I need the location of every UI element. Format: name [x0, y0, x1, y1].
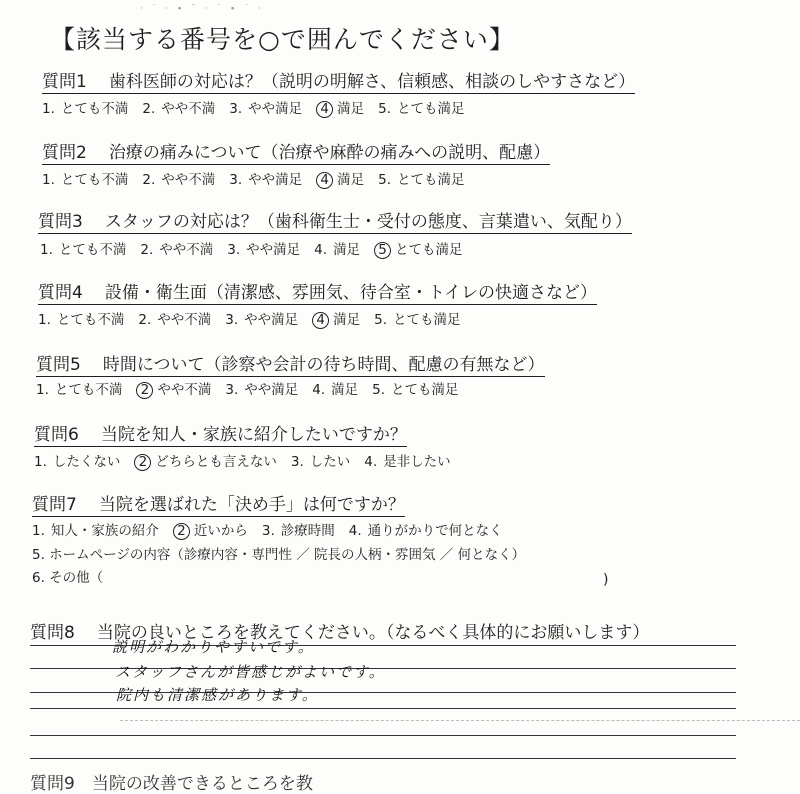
- option-number: 2: [136, 382, 153, 399]
- option-label: やや不満: [157, 312, 212, 328]
- question-7-option-5: 5. ホームページの内容（診療内容・専門性 ／ 院長の人柄・雰囲気 ／ 何となく）: [32, 547, 526, 563]
- question-6-text: 当院を知人・家族に紹介したいですか？: [100, 425, 407, 445]
- option-label: やや不満: [157, 382, 212, 398]
- question-6-option-2-circled: [134, 450, 277, 471]
- option-number: 2: [173, 523, 190, 540]
- question-5-option-3: [225, 378, 298, 398]
- option-label: 満足: [337, 101, 365, 117]
- question-3-option-5-circled: [374, 238, 463, 259]
- question-4-option-4-circled: [312, 308, 360, 329]
- option-label: とても不満: [56, 312, 125, 328]
- option-label: 知人・家族の紹介: [50, 523, 159, 539]
- option-number: 2.: [140, 242, 154, 258]
- option-label: 是非したい: [383, 454, 451, 470]
- question-7-number: 質問7: [32, 495, 77, 515]
- option-label: したい: [309, 454, 351, 470]
- question-1-option-4-circled: [316, 97, 364, 118]
- option-label: やや満足: [246, 242, 301, 258]
- question-1-text: 歯科医師の対応は？（説明の明解さ、信頼感、相談のしやすさなど）: [108, 72, 636, 92]
- option-number: 1.: [36, 382, 49, 398]
- option-label: やや満足: [248, 101, 303, 117]
- question-4-heading: [38, 278, 597, 305]
- option-number: 5.: [378, 101, 392, 117]
- option-number: 4: [316, 101, 333, 118]
- question-2-text: 治療の痛みについて（治療や麻酔の痛みへの説明、配慮）: [108, 143, 551, 163]
- option-label: したくない: [52, 454, 121, 470]
- option-number: 3.: [225, 382, 239, 398]
- option-number: 5.: [374, 312, 388, 328]
- page-title: 【該当する番号を○で囲んでください】: [50, 25, 515, 54]
- option-number: 1.: [32, 523, 45, 539]
- option-label: 満足: [331, 382, 359, 398]
- option-number: 2: [134, 454, 151, 471]
- option-label: 満足: [333, 242, 361, 258]
- question-8-number: 質問8: [30, 623, 75, 643]
- question-2-option-4-circled: [316, 168, 364, 189]
- handwritten-answer-2: スタッフさんが皆感じがよいです。: [115, 663, 386, 681]
- option-label: やや不満: [159, 242, 214, 258]
- option-number: 1.: [42, 172, 55, 188]
- question-5-option-5: [372, 378, 458, 398]
- question-5-option-2-circled: [136, 378, 211, 399]
- option-label: 満足: [337, 172, 365, 188]
- question-5-heading: [36, 350, 545, 377]
- option-number: 1.: [42, 101, 55, 117]
- answer-line: [30, 735, 736, 736]
- option-number: 5.: [372, 382, 386, 398]
- question-5-option-4: [312, 378, 358, 398]
- question-4-option-5: [374, 308, 460, 328]
- question-6-number: 質問6: [34, 425, 79, 445]
- option-label: とても満足: [393, 312, 461, 328]
- question-5-options: [36, 378, 473, 399]
- question-3-option-3: [227, 238, 300, 258]
- question-7-option-2-circled: [173, 519, 248, 540]
- question-7-heading: [32, 490, 405, 517]
- question-4-text: 設備・衛生面（清潔感、雰囲気、待合室・トイレの快適さなど）: [104, 283, 597, 303]
- question-5-text: 時間について（診察や会計の待ち時間、配慮の有無など）: [102, 355, 545, 375]
- handwritten-answer-3: 院内も清潔感があります。: [116, 686, 319, 704]
- option-label: やや満足: [244, 382, 299, 398]
- question-3-option-1: [40, 238, 126, 258]
- option-number: 1.: [38, 312, 51, 328]
- question-3-option-4: [314, 238, 360, 258]
- scan-fold-line: [120, 720, 800, 721]
- option-label: 診療時間: [280, 523, 335, 539]
- question-2-number: 質問2: [42, 143, 87, 163]
- option-label: やや満足: [248, 172, 303, 188]
- option-number: 4.: [348, 523, 362, 539]
- question-5-option-1: [36, 378, 122, 398]
- question-3-options: [40, 238, 477, 259]
- question-6-options: [34, 450, 465, 471]
- question-4-option-3: [225, 308, 298, 328]
- option-label: とても不満: [54, 382, 123, 398]
- option-label: とても満足: [391, 382, 459, 398]
- option-number: 2.: [138, 312, 152, 328]
- question-1-option-2: [142, 97, 215, 117]
- answer-line: [30, 708, 736, 709]
- question-1-options: [42, 97, 479, 118]
- option-number: 4.: [312, 382, 326, 398]
- option-label: やや満足: [244, 312, 299, 328]
- option-number: 3.: [229, 101, 243, 117]
- question-2-options: [42, 168, 479, 189]
- option-label: やや不満: [161, 101, 216, 117]
- question-3-option-2: [140, 238, 213, 258]
- answer-line: [30, 758, 736, 759]
- option-label: やや不満: [161, 172, 216, 188]
- question-6-option-1: [34, 450, 120, 470]
- question-7-options: [32, 519, 517, 540]
- question-1-option-1: [42, 97, 128, 117]
- question-4-options: [38, 308, 475, 329]
- scan-specks: · ˙ · ∙ ¨ · ˙ ∙ ˙ ·: [140, 4, 264, 14]
- question-7-option-1: [32, 519, 159, 539]
- option-number: 1.: [40, 242, 53, 258]
- question-4-option-2: [138, 308, 211, 328]
- option-number: 5: [374, 242, 391, 259]
- question-6-option-4: [364, 450, 450, 470]
- question-7-option-4: [349, 519, 503, 539]
- question-5-number: 質問5: [36, 355, 81, 375]
- question-3-heading: [38, 207, 632, 234]
- question-7-text: 当院を選ばれた「決め手」は何ですか？: [98, 495, 405, 515]
- option-number: 3.: [261, 523, 275, 539]
- handwritten-answer-1: 説明がわかりやすいです。: [112, 638, 315, 656]
- question-4-option-1: [38, 308, 124, 328]
- question-4-number: 質問4: [38, 283, 83, 303]
- option-number: 3.: [290, 454, 304, 470]
- option-number: 3.: [229, 172, 243, 188]
- option-number: 3.: [225, 312, 239, 328]
- option-number: 2.: [142, 172, 156, 188]
- question-1-option-5: [378, 97, 464, 117]
- option-number: 5.: [378, 172, 392, 188]
- option-number: 4.: [314, 242, 328, 258]
- question-6-heading: [34, 420, 407, 447]
- option-label: とても不満: [58, 242, 127, 258]
- option-label: とても満足: [395, 242, 463, 258]
- question-1-heading: [42, 67, 635, 94]
- option-label: とても不満: [60, 172, 129, 188]
- question-7-option-6: 6. その他（: [32, 570, 104, 586]
- option-label: 満足: [333, 312, 361, 328]
- option-label: とても満足: [397, 101, 465, 117]
- option-number: 1.: [34, 454, 47, 470]
- option-label: とても満足: [397, 172, 465, 188]
- question-2-option-1: [42, 168, 128, 188]
- question-7-option-3: [262, 519, 335, 539]
- question-2-option-2: [142, 168, 215, 188]
- question-9-partial: 質問9 当院の改善できるところを教: [30, 774, 313, 794]
- question-7-option-6-close: ): [603, 572, 609, 588]
- option-label: 近いから: [193, 523, 248, 539]
- question-2-heading: [42, 138, 550, 165]
- option-number: 2.: [142, 101, 156, 117]
- question-3-text: スタッフの対応は？（歯科衛生士・受付の態度、言葉遣い、気配り）: [104, 212, 632, 232]
- question-8-text: 当院の良いところを教えてください。（なるべく具体的にお願いします）: [96, 623, 650, 643]
- question-1-option-3: [229, 97, 302, 117]
- option-label: 通りがかりで何となく: [367, 523, 503, 539]
- option-number: 3.: [227, 242, 241, 258]
- option-label: どちらとも言えない: [155, 454, 277, 470]
- question-6-option-3: [291, 450, 350, 470]
- question-2-option-3: [229, 168, 302, 188]
- question-1-number: 質問1: [42, 72, 87, 92]
- option-number: 4: [316, 172, 333, 189]
- question-2-option-5: [378, 168, 464, 188]
- option-label: とても不満: [60, 101, 129, 117]
- option-number: 4.: [364, 454, 378, 470]
- option-number: 4: [312, 312, 329, 329]
- question-3-number: 質問3: [38, 212, 83, 232]
